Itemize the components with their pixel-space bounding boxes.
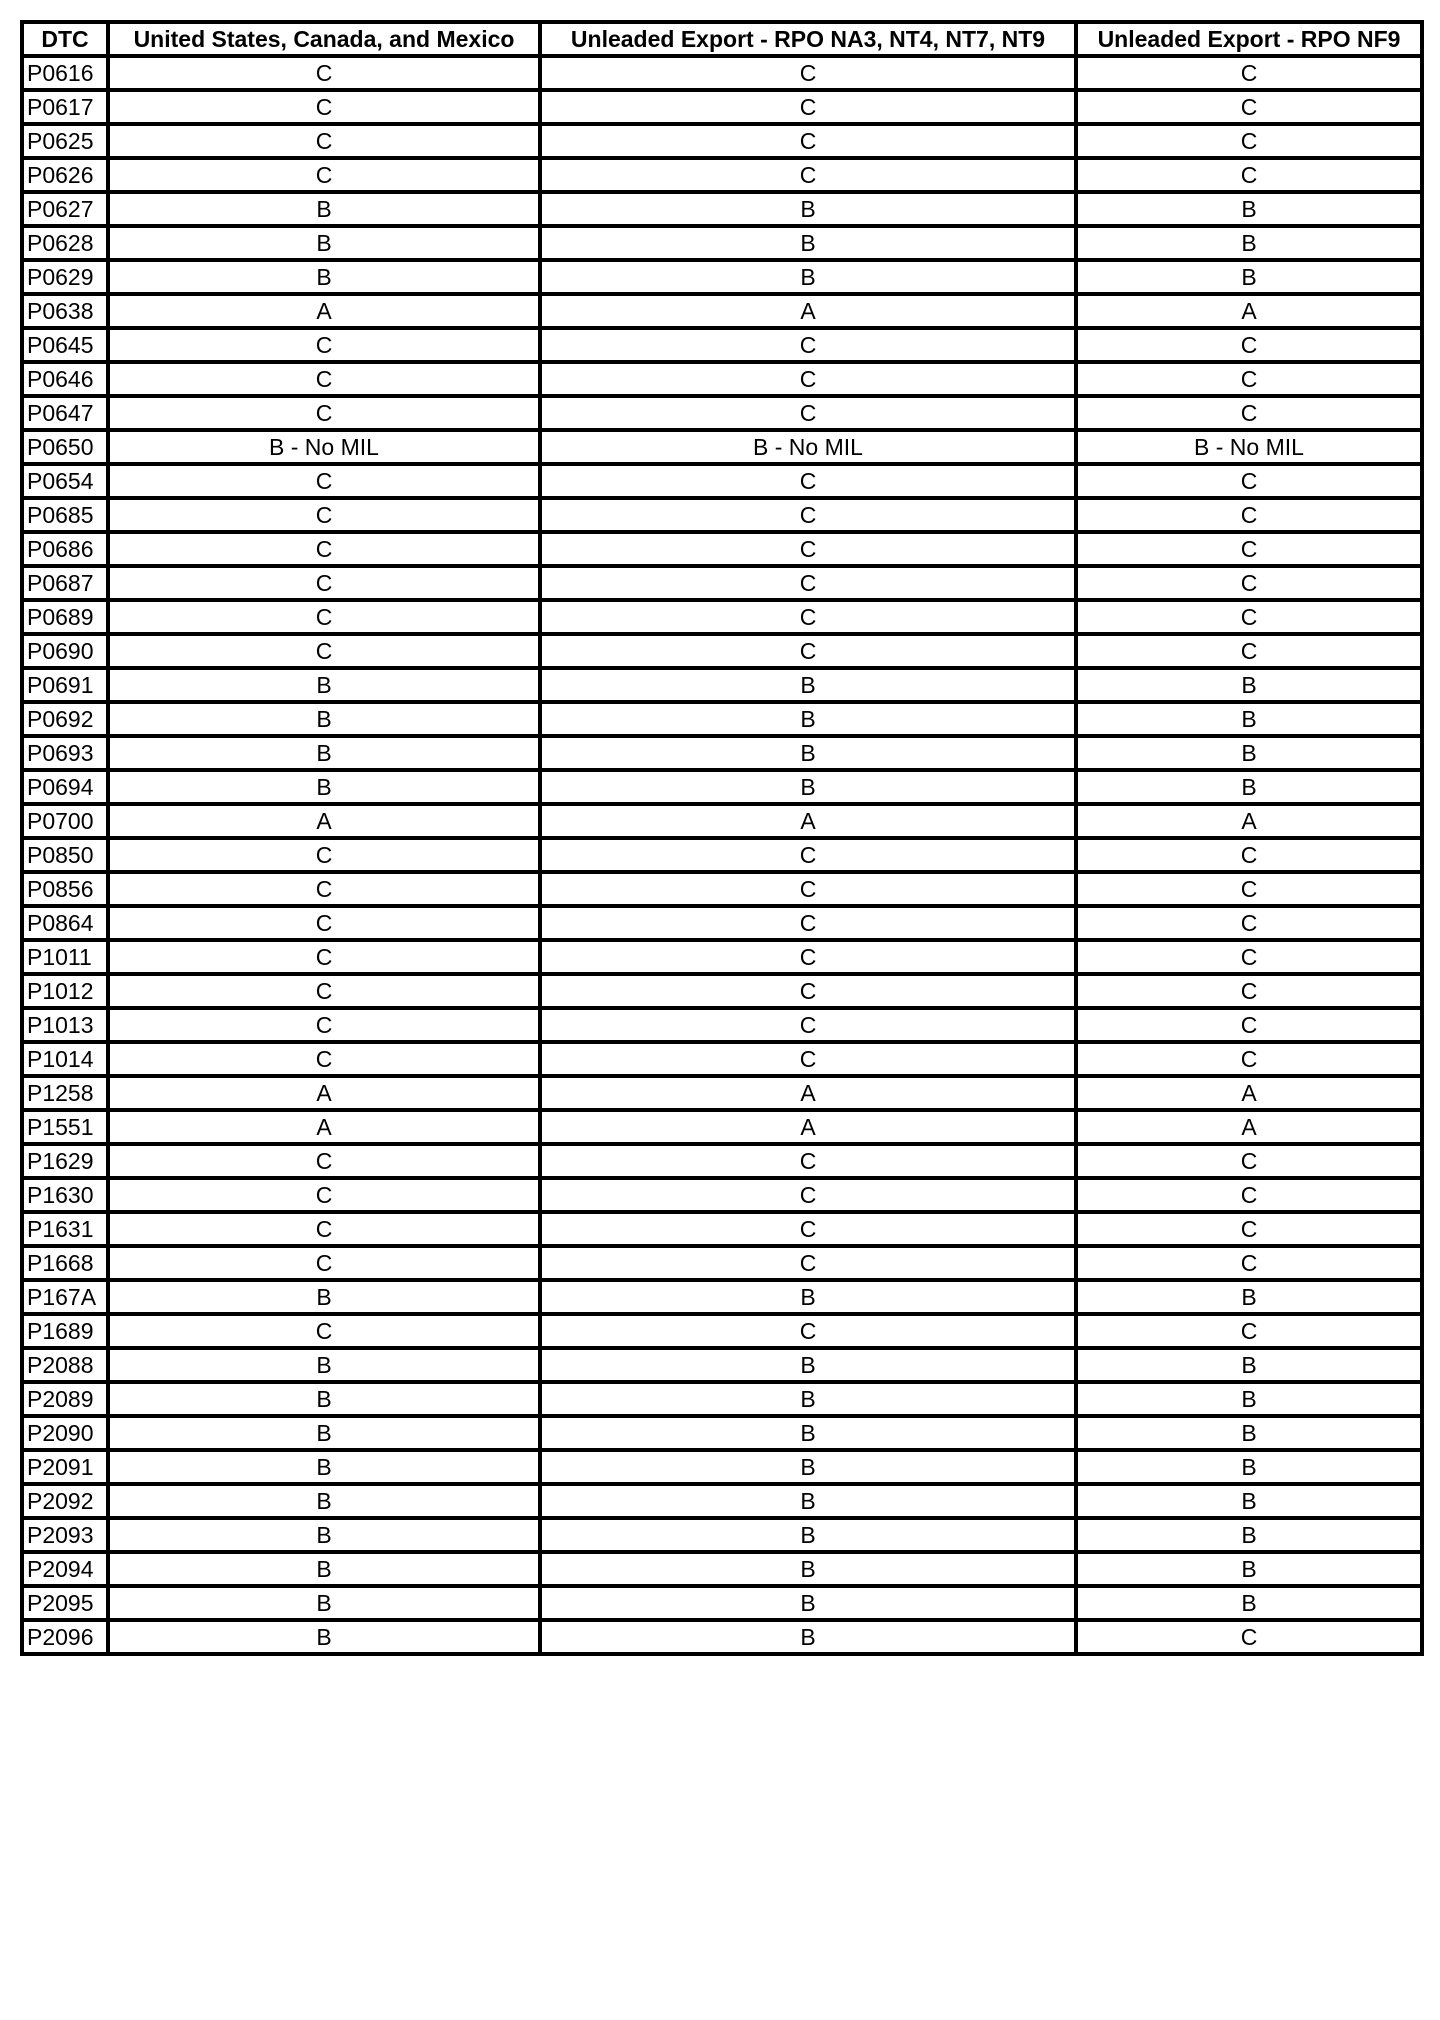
- unleaded-export-nf9-cell: C: [1076, 566, 1422, 600]
- dtc-code-cell: P0693: [22, 736, 108, 770]
- unleaded-export-na3-cell: C: [540, 1008, 1076, 1042]
- unleaded-export-na3-cell: B: [540, 736, 1076, 770]
- us-canada-mexico-cell: A: [108, 1110, 540, 1144]
- dtc-code-cell: P1630: [22, 1178, 108, 1212]
- dtc-code-cell: P0647: [22, 396, 108, 430]
- unleaded-export-na3-cell: A: [540, 294, 1076, 328]
- unleaded-export-nf9-cell: C: [1076, 634, 1422, 668]
- unleaded-export-na3-cell: C: [540, 1178, 1076, 1212]
- us-canada-mexico-cell: B: [108, 1518, 540, 1552]
- dtc-code-cell: P1629: [22, 1144, 108, 1178]
- table-row: [22, 124, 1422, 158]
- us-canada-mexico-cell: C: [108, 940, 540, 974]
- unleaded-export-nf9-cell: C: [1076, 464, 1422, 498]
- dtc-code-cell: P0692: [22, 702, 108, 736]
- table-row: [22, 294, 1422, 328]
- us-canada-mexico-cell: C: [108, 396, 540, 430]
- unleaded-export-nf9-cell: A: [1076, 1076, 1422, 1110]
- us-canada-mexico-cell: C: [108, 1246, 540, 1280]
- table-row: [22, 192, 1422, 226]
- table-row: [22, 1484, 1422, 1518]
- dtc-code-cell: P1013: [22, 1008, 108, 1042]
- unleaded-export-na3-cell: B: [540, 260, 1076, 294]
- dtc-code-cell: P1011: [22, 940, 108, 974]
- unleaded-export-nf9-cell: B: [1076, 668, 1422, 702]
- dtc-code-cell: P0654: [22, 464, 108, 498]
- unleaded-export-na3-cell: B: [540, 702, 1076, 736]
- dtc-code-cell: P0856: [22, 872, 108, 906]
- unleaded-export-nf9-cell: B: [1076, 770, 1422, 804]
- unleaded-export-nf9-cell: C: [1076, 498, 1422, 532]
- dtc-code-cell: P0626: [22, 158, 108, 192]
- table-row: [22, 1110, 1422, 1144]
- unleaded-export-na3-cell: C: [540, 1042, 1076, 1076]
- table-row: [22, 1212, 1422, 1246]
- unleaded-export-na3-cell: C: [540, 90, 1076, 124]
- unleaded-export-nf9-cell: B: [1076, 1450, 1422, 1484]
- us-canada-mexico-cell: A: [108, 804, 540, 838]
- us-canada-mexico-cell: B: [108, 1382, 540, 1416]
- table-row: [22, 566, 1422, 600]
- table-header: [22, 22, 1422, 56]
- table-row: [22, 702, 1422, 736]
- us-canada-mexico-cell: C: [108, 1144, 540, 1178]
- dtc-code-cell: P0629: [22, 260, 108, 294]
- unleaded-export-na3-cell: C: [540, 872, 1076, 906]
- unleaded-export-nf9-cell: C: [1076, 56, 1422, 90]
- unleaded-export-na3-cell: C: [540, 634, 1076, 668]
- unleaded-export-nf9-cell: C: [1076, 906, 1422, 940]
- us-canada-mexico-cell: B: [108, 1484, 540, 1518]
- us-canada-mexico-cell: C: [108, 90, 540, 124]
- dtc-code-cell: P0638: [22, 294, 108, 328]
- unleaded-export-nf9-cell: C: [1076, 532, 1422, 566]
- unleaded-export-na3-cell: A: [540, 1076, 1076, 1110]
- unleaded-export-nf9-cell: B: [1076, 1382, 1422, 1416]
- unleaded-export-nf9-cell: C: [1076, 124, 1422, 158]
- table-row: [22, 90, 1422, 124]
- unleaded-export-nf9-cell: B: [1076, 1348, 1422, 1382]
- us-canada-mexico-cell: B - No MIL: [108, 430, 540, 464]
- table-row: [22, 498, 1422, 532]
- dtc-code-cell: P167A: [22, 1280, 108, 1314]
- us-canada-mexico-cell: C: [108, 56, 540, 90]
- us-canada-mexico-cell: B: [108, 736, 540, 770]
- table-row: [22, 396, 1422, 430]
- us-canada-mexico-cell: B: [108, 1620, 540, 1654]
- unleaded-export-na3-cell: B: [540, 1484, 1076, 1518]
- unleaded-export-nf9-cell: B: [1076, 1280, 1422, 1314]
- unleaded-export-nf9-cell: C: [1076, 328, 1422, 362]
- us-canada-mexico-cell: A: [108, 294, 540, 328]
- table-row: [22, 328, 1422, 362]
- unleaded-export-nf9-cell: B - No MIL: [1076, 430, 1422, 464]
- us-canada-mexico-cell: C: [108, 600, 540, 634]
- us-canada-mexico-cell: B: [108, 702, 540, 736]
- dtc-code-cell: P0850: [22, 838, 108, 872]
- unleaded-export-nf9-cell: C: [1076, 1212, 1422, 1246]
- unleaded-export-na3-cell: C: [540, 1144, 1076, 1178]
- us-canada-mexico-cell: C: [108, 1212, 540, 1246]
- unleaded-export-na3-cell: A: [540, 804, 1076, 838]
- unleaded-export-nf9-cell: C: [1076, 1008, 1422, 1042]
- unleaded-export-na3-cell: C: [540, 464, 1076, 498]
- unleaded-export-na3-cell: C: [540, 124, 1076, 158]
- table-row: [22, 1076, 1422, 1110]
- us-canada-mexico-cell: C: [108, 872, 540, 906]
- us-canada-mexico-cell: B: [108, 1280, 540, 1314]
- unleaded-export-nf9-cell: C: [1076, 974, 1422, 1008]
- unleaded-export-na3-cell: C: [540, 158, 1076, 192]
- us-canada-mexico-cell: C: [108, 838, 540, 872]
- table-row: [22, 804, 1422, 838]
- unleaded-export-na3-cell: B: [540, 1280, 1076, 1314]
- unleaded-export-na3-cell: B: [540, 770, 1076, 804]
- unleaded-export-nf9-cell: A: [1076, 1110, 1422, 1144]
- dtc-code-cell: P0616: [22, 56, 108, 90]
- unleaded-export-nf9-cell: A: [1076, 294, 1422, 328]
- unleaded-export-na3-cell: B: [540, 1450, 1076, 1484]
- us-canada-mexico-cell: C: [108, 362, 540, 396]
- unleaded-export-na3-cell: C: [540, 396, 1076, 430]
- us-canada-mexico-cell: B: [108, 1552, 540, 1586]
- unleaded-export-na3-cell: C: [540, 974, 1076, 1008]
- table-row: [22, 906, 1422, 940]
- unleaded-export-nf9-cell: C: [1076, 158, 1422, 192]
- us-canada-mexico-cell: B: [108, 226, 540, 260]
- table-row: [22, 1178, 1422, 1212]
- unleaded-export-na3-cell: C: [540, 906, 1076, 940]
- us-canada-mexico-cell: B: [108, 1450, 540, 1484]
- unleaded-export-na3-cell: C: [540, 940, 1076, 974]
- dtc-code-cell: P0625: [22, 124, 108, 158]
- table-row: [22, 1042, 1422, 1076]
- dtc-code-cell: P0645: [22, 328, 108, 362]
- us-canada-mexico-cell: A: [108, 1076, 540, 1110]
- unleaded-export-nf9-cell: B: [1076, 1586, 1422, 1620]
- unleaded-export-na3-cell: B: [540, 1620, 1076, 1654]
- unleaded-export-nf9-cell: C: [1076, 396, 1422, 430]
- table-row: [22, 940, 1422, 974]
- unleaded-export-na3-cell: C: [540, 362, 1076, 396]
- unleaded-export-na3-cell: B - No MIL: [540, 430, 1076, 464]
- unleaded-export-nf9-cell: B: [1076, 226, 1422, 260]
- header-unleaded-export-nf9: Unleaded Export - RPO NF9: [1076, 22, 1422, 56]
- dtc-code-cell: P2093: [22, 1518, 108, 1552]
- table-row: [22, 430, 1422, 464]
- us-canada-mexico-cell: B: [108, 260, 540, 294]
- unleaded-export-nf9-cell: B: [1076, 702, 1422, 736]
- unleaded-export-na3-cell: B: [540, 226, 1076, 260]
- unleaded-export-nf9-cell: C: [1076, 838, 1422, 872]
- table-row: [22, 532, 1422, 566]
- unleaded-export-na3-cell: C: [540, 1212, 1076, 1246]
- unleaded-export-na3-cell: C: [540, 600, 1076, 634]
- unleaded-export-na3-cell: C: [540, 532, 1076, 566]
- dtc-table: [20, 20, 1424, 1656]
- table-row: [22, 1620, 1422, 1654]
- us-canada-mexico-cell: C: [108, 464, 540, 498]
- header-row: [22, 22, 1422, 56]
- dtc-code-cell: P2090: [22, 1416, 108, 1450]
- us-canada-mexico-cell: C: [108, 532, 540, 566]
- unleaded-export-nf9-cell: B: [1076, 736, 1422, 770]
- unleaded-export-nf9-cell: C: [1076, 600, 1422, 634]
- dtc-code-cell: P0687: [22, 566, 108, 600]
- table-row: [22, 1280, 1422, 1314]
- dtc-code-cell: P1012: [22, 974, 108, 1008]
- us-canada-mexico-cell: C: [108, 498, 540, 532]
- unleaded-export-na3-cell: A: [540, 1110, 1076, 1144]
- unleaded-export-na3-cell: B: [540, 1382, 1076, 1416]
- table-row: [22, 1586, 1422, 1620]
- us-canada-mexico-cell: B: [108, 192, 540, 226]
- table-row: [22, 260, 1422, 294]
- table-row: [22, 362, 1422, 396]
- dtc-code-cell: P2089: [22, 1382, 108, 1416]
- header-dtc: DTC: [22, 22, 108, 56]
- dtc-code-cell: P2094: [22, 1552, 108, 1586]
- unleaded-export-na3-cell: B: [540, 1552, 1076, 1586]
- unleaded-export-nf9-cell: C: [1076, 1178, 1422, 1212]
- us-canada-mexico-cell: C: [108, 1314, 540, 1348]
- unleaded-export-nf9-cell: B: [1076, 1416, 1422, 1450]
- us-canada-mexico-cell: C: [108, 906, 540, 940]
- table-row: [22, 1518, 1422, 1552]
- dtc-code-cell: P2095: [22, 1586, 108, 1620]
- us-canada-mexico-cell: C: [108, 1178, 540, 1212]
- table-row: [22, 1416, 1422, 1450]
- unleaded-export-nf9-cell: C: [1076, 90, 1422, 124]
- dtc-code-cell: P0690: [22, 634, 108, 668]
- dtc-code-cell: P0689: [22, 600, 108, 634]
- table-row: [22, 464, 1422, 498]
- table-row: [22, 600, 1422, 634]
- dtc-code-cell: P2088: [22, 1348, 108, 1382]
- table-row: [22, 974, 1422, 1008]
- us-canada-mexico-cell: C: [108, 634, 540, 668]
- us-canada-mexico-cell: C: [108, 158, 540, 192]
- dtc-code-cell: P0646: [22, 362, 108, 396]
- dtc-code-cell: P1668: [22, 1246, 108, 1280]
- dtc-code-cell: P2092: [22, 1484, 108, 1518]
- unleaded-export-na3-cell: C: [540, 1314, 1076, 1348]
- unleaded-export-na3-cell: B: [540, 1416, 1076, 1450]
- table-row: [22, 838, 1422, 872]
- us-canada-mexico-cell: C: [108, 566, 540, 600]
- unleaded-export-na3-cell: C: [540, 498, 1076, 532]
- unleaded-export-nf9-cell: B: [1076, 192, 1422, 226]
- dtc-code-cell: P2091: [22, 1450, 108, 1484]
- unleaded-export-nf9-cell: C: [1076, 1620, 1422, 1654]
- table-row: [22, 1382, 1422, 1416]
- dtc-code-cell: P0691: [22, 668, 108, 702]
- unleaded-export-na3-cell: B: [540, 192, 1076, 226]
- table-row: [22, 1008, 1422, 1042]
- unleaded-export-na3-cell: C: [540, 328, 1076, 362]
- dtc-code-cell: P1551: [22, 1110, 108, 1144]
- table-row: [22, 770, 1422, 804]
- dtc-code-cell: P2096: [22, 1620, 108, 1654]
- unleaded-export-nf9-cell: A: [1076, 804, 1422, 838]
- unleaded-export-na3-cell: C: [540, 566, 1076, 600]
- dtc-code-cell: P0700: [22, 804, 108, 838]
- unleaded-export-nf9-cell: C: [1076, 1246, 1422, 1280]
- unleaded-export-na3-cell: C: [540, 838, 1076, 872]
- us-canada-mexico-cell: B: [108, 770, 540, 804]
- table-row: [22, 1314, 1422, 1348]
- header-us-canada-mexico: United States, Canada, and Mexico: [108, 22, 540, 56]
- table-row: [22, 736, 1422, 770]
- unleaded-export-na3-cell: C: [540, 1246, 1076, 1280]
- unleaded-export-na3-cell: B: [540, 668, 1076, 702]
- us-canada-mexico-cell: B: [108, 1416, 540, 1450]
- unleaded-export-nf9-cell: B: [1076, 260, 1422, 294]
- dtc-code-cell: P0627: [22, 192, 108, 226]
- unleaded-export-na3-cell: C: [540, 56, 1076, 90]
- dtc-code-cell: P0685: [22, 498, 108, 532]
- dtc-code-cell: P0686: [22, 532, 108, 566]
- unleaded-export-na3-cell: B: [540, 1348, 1076, 1382]
- us-canada-mexico-cell: C: [108, 974, 540, 1008]
- dtc-code-cell: P0628: [22, 226, 108, 260]
- table-row: [22, 1144, 1422, 1178]
- unleaded-export-nf9-cell: B: [1076, 1518, 1422, 1552]
- header-unleaded-export-na3: Unleaded Export - RPO NA3, NT4, NT7, NT9: [540, 22, 1076, 56]
- dtc-code-cell: P1631: [22, 1212, 108, 1246]
- us-canada-mexico-cell: C: [108, 1042, 540, 1076]
- us-canada-mexico-cell: B: [108, 1348, 540, 1382]
- table-row: [22, 1552, 1422, 1586]
- unleaded-export-nf9-cell: C: [1076, 1144, 1422, 1178]
- dtc-code-cell: P1014: [22, 1042, 108, 1076]
- table-row: [22, 668, 1422, 702]
- table-row: [22, 1348, 1422, 1382]
- dtc-code-cell: P0617: [22, 90, 108, 124]
- unleaded-export-nf9-cell: B: [1076, 1552, 1422, 1586]
- dtc-code-cell: P0650: [22, 430, 108, 464]
- table-body: [22, 56, 1422, 1654]
- unleaded-export-nf9-cell: C: [1076, 1042, 1422, 1076]
- unleaded-export-nf9-cell: C: [1076, 1314, 1422, 1348]
- unleaded-export-na3-cell: B: [540, 1518, 1076, 1552]
- table-row: [22, 56, 1422, 90]
- table-row: [22, 872, 1422, 906]
- table-row: [22, 1450, 1422, 1484]
- dtc-code-cell: P1258: [22, 1076, 108, 1110]
- table-row: [22, 634, 1422, 668]
- table-row: [22, 158, 1422, 192]
- us-canada-mexico-cell: B: [108, 1586, 540, 1620]
- unleaded-export-na3-cell: B: [540, 1586, 1076, 1620]
- unleaded-export-nf9-cell: C: [1076, 940, 1422, 974]
- dtc-code-cell: P0694: [22, 770, 108, 804]
- dtc-code-cell: P1689: [22, 1314, 108, 1348]
- table-row: [22, 226, 1422, 260]
- unleaded-export-nf9-cell: B: [1076, 1484, 1422, 1518]
- us-canada-mexico-cell: B: [108, 668, 540, 702]
- dtc-code-cell: P0864: [22, 906, 108, 940]
- unleaded-export-nf9-cell: C: [1076, 362, 1422, 396]
- us-canada-mexico-cell: C: [108, 1008, 540, 1042]
- unleaded-export-nf9-cell: C: [1076, 872, 1422, 906]
- table-row: [22, 1246, 1422, 1280]
- us-canada-mexico-cell: C: [108, 328, 540, 362]
- us-canada-mexico-cell: C: [108, 124, 540, 158]
